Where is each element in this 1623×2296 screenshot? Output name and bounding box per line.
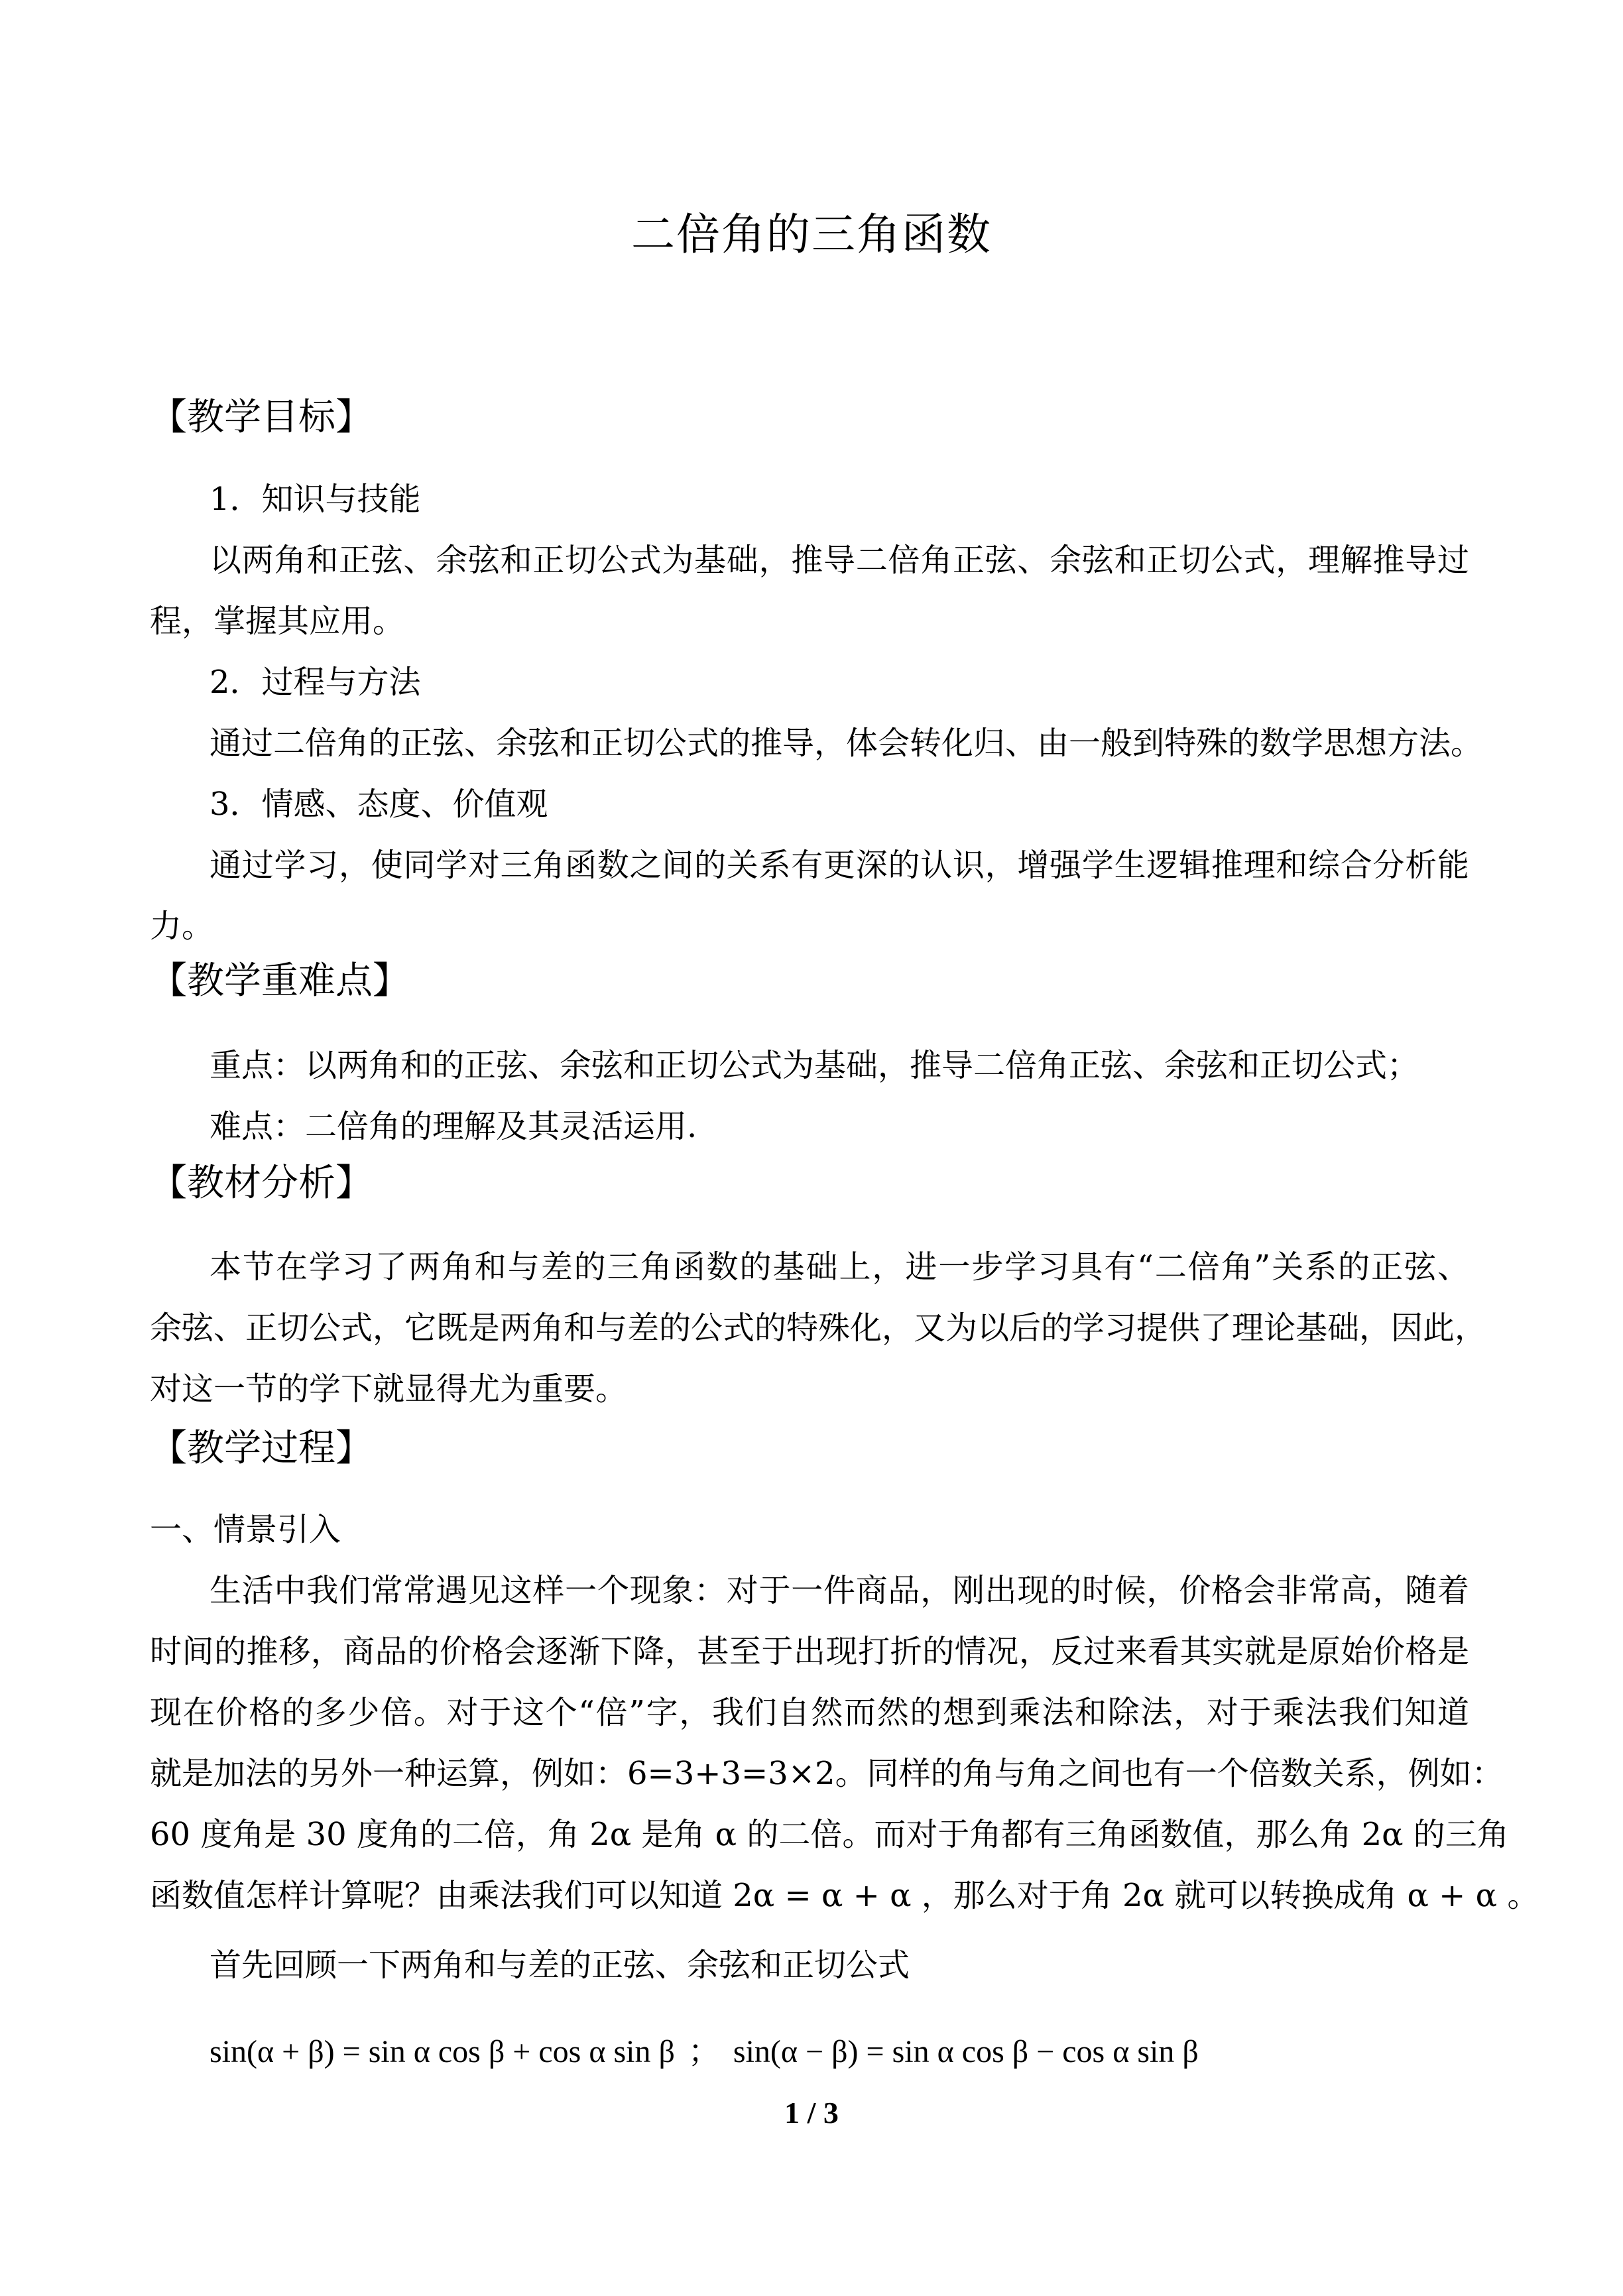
paragraph-line: 2．过程与方法	[210, 664, 421, 701]
section-heading-analysis: 【教材分析】	[150, 1162, 373, 1205]
paragraph-line: 3．情感、态度、价值观	[210, 786, 548, 823]
paragraph-line: 程，掌握其应用。	[150, 603, 405, 640]
formula-sin-sum: sin(α + β) = sin α cos β + cos α sin β	[210, 2034, 675, 2069]
page-title: 二倍角的三角函数	[631, 209, 992, 260]
formula-sin-diff: sin(α − β) = sin α cos β − cos α sin β	[733, 2034, 1199, 2069]
paragraph-line: 对这一节的学下就显得尤为重要。	[150, 1370, 628, 1408]
paragraph-line: 通过学习，使同学对三角函数之间的关系有更深的认识，增强学生逻辑推理和综合分析能	[210, 847, 1469, 884]
subsection-heading: 一、情景引入	[150, 1511, 341, 1548]
section-heading-objectives: 【教学目标】	[150, 396, 373, 439]
paragraph-line: 时间的推移，商品的价格会逐渐下降，甚至于出现打折的情况，反过来看其实就是原始价格是	[150, 1633, 1469, 1670]
formula-separator: ；	[688, 2034, 720, 2069]
paragraph-line: 函数值怎样计算呢？由乘法我们可以知道 2α = α + α ，那么对于角 2α 就可以转换成角 α + α 。	[150, 1877, 1539, 1914]
paragraph-line: 本节在学习了两角和与差的三角函数的基础上，进一步学习具有“二倍角”关系的正弦、	[210, 1248, 1469, 1286]
paragraph-line: 现在价格的多少倍。对于这个“倍”字，我们自然而然的想到乘法和除法，对于乘法我们知道	[150, 1694, 1469, 1731]
paragraph-line: 60 度角是 30 度角的二倍，角 2α 是角 α 的二倍。而对于角都有三角函数值，那么角 2α 的三角	[150, 1816, 1509, 1853]
paragraph-line: 余弦、正切公式，它既是两角和与差的公式的特殊化，又为以后的学习提供了理论基础，因此，	[150, 1309, 1487, 1347]
paragraph-line: 力。	[150, 908, 214, 945]
paragraph-line: 重点：以两角和的正弦、余弦和正切公式为基础，推导二倍角正弦、余弦和正切公式；	[210, 1047, 1419, 1084]
paragraph-line: 生活中我们常常遇见这样一个现象：对于一件商品，刚出现的时候，价格会非常高，随着	[210, 1572, 1469, 1609]
page-number: 1 / 3	[784, 2096, 839, 2130]
formula-row	[210, 2025, 1199, 2071]
paragraph-line: 难点：二倍角的理解及其灵活运用.	[210, 1108, 697, 1145]
paragraph-line: 就是加法的另外一种运算，例如：6=3+3=3×2。同样的角与角之间也有一个倍数关系，例如：	[150, 1755, 1504, 1792]
paragraph-line: 通过二倍角的正弦、余弦和正切公式的推导，体会转化归、由一般到特殊的数学思想方法。	[210, 725, 1483, 762]
paragraph-line: 首先回顾一下两角和与差的正弦、余弦和正切公式	[210, 1947, 910, 1984]
paragraph-line: 1．知识与技能	[210, 481, 421, 518]
section-heading-process: 【教学过程】	[150, 1427, 373, 1470]
paragraph-line: 以两角和正弦、余弦和正切公式为基础，推导二倍角正弦、余弦和正切公式，理解推导过	[210, 542, 1469, 579]
section-heading-keypoints: 【教学重难点】	[150, 959, 410, 1002]
